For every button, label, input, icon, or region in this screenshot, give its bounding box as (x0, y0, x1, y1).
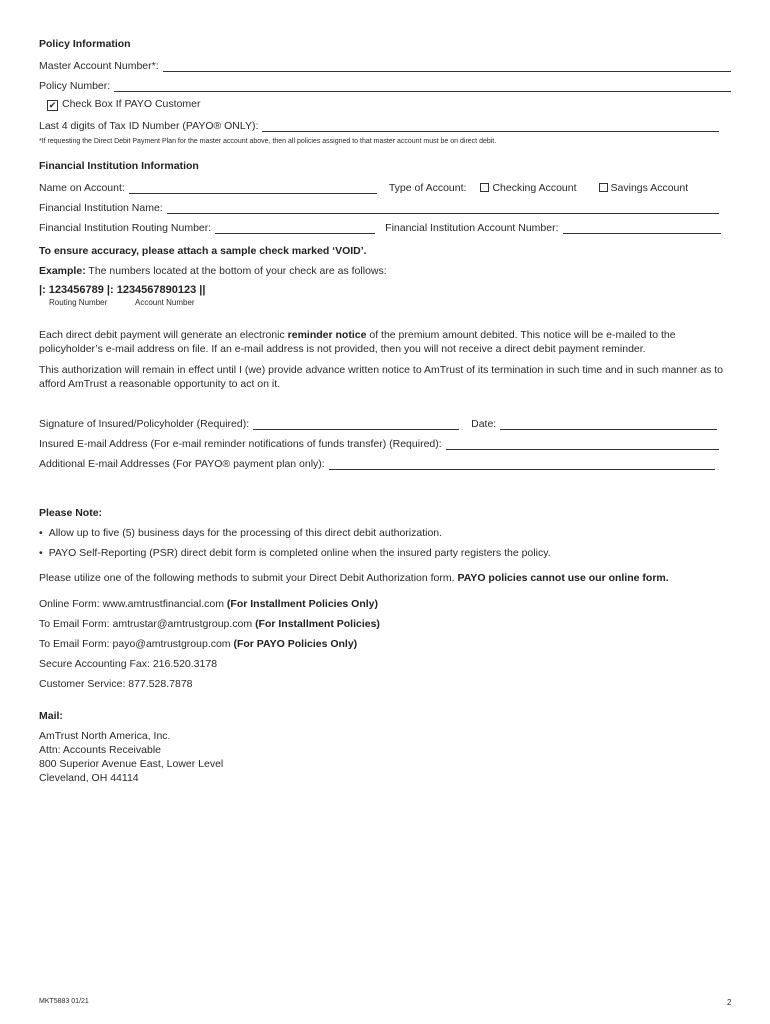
example-text: The numbers located at the bottom of your check are as follows: (88, 265, 387, 277)
additional-email-row (39, 456, 731, 470)
institution-name-row (39, 200, 731, 214)
check-captions (39, 298, 731, 312)
tax-id-row (39, 118, 731, 132)
reminder-text-after: of the premium amount debited. This notice will be e-mailed to the policyholder’s e-mail address on file. If an e-mail address is not provided, then you will not receive a direct debit payment reminder. (39, 329, 676, 355)
footer-code: MKT5883 01/21 (39, 998, 89, 1005)
checking-label: Checking Account (492, 182, 577, 194)
contact-note: (For Installment Policies Only) (226, 598, 379, 610)
date-field[interactable] (500, 419, 717, 430)
institution-name-field[interactable] (167, 203, 719, 214)
email-label: Insured E-mail Address (For e-mail reminder notifications of funds transfer) (Required): (39, 438, 442, 450)
contact-online-form (39, 598, 731, 612)
savings-label: Savings Account (610, 182, 689, 194)
routing-field[interactable] (215, 223, 375, 234)
note-bullet-text: PAYO Self-Reporting (PSR) direct debit form is completed online when the insured party registers the policy. (48, 547, 551, 559)
policy-heading: Policy Information (39, 38, 131, 50)
reminder-paragraph (39, 328, 731, 356)
date-label: Date: (471, 418, 497, 430)
routing-label: Financial Institution Routing Number: (39, 222, 212, 234)
payo-checkbox-row (47, 98, 739, 112)
contact-text: Secure Accounting Fax: 216.520.3178 (39, 658, 218, 670)
contact-fax (39, 658, 731, 672)
example-label: Example: (39, 265, 86, 277)
policy-footnote: *If requesting the Direct Debit Payment Plan for the master account above, then all policies assigned to that master account must be on direct debit. (39, 138, 497, 145)
contact-text[interactable]: Online Form: www.amtrustfinancial.com (39, 598, 224, 610)
tax-id-label: Last 4 digits of Tax ID Number (PAYO® ONLY): (39, 120, 259, 132)
payo-checkbox-label: Check Box If PAYO Customer (62, 98, 201, 110)
name-on-account-row (39, 180, 731, 194)
account-number-label: Financial Institution Account Number: (385, 222, 559, 234)
type-of-account-label: Type of Account: (388, 182, 467, 194)
authorization-paragraph: This authorization will remain in effect until I (we) provide advance written notice to AmTrust of its termination in such time and in such manner as to afford AmTrust a reasonable opportunity to act on it. (39, 364, 723, 390)
routing-account-row (39, 220, 731, 234)
reminder-text-before: Each direct debit payment will generate an electronic (39, 329, 285, 341)
policy-number-row (39, 78, 731, 92)
accuracy-heading: To ensure accuracy, please attach a sample check marked ‘VOID’. (39, 245, 367, 257)
tax-id-field[interactable] (262, 121, 719, 132)
signature-row (39, 416, 731, 430)
master-account-label: Master Account Number*: (39, 60, 159, 72)
financial-heading: Financial Institution Information (39, 160, 199, 172)
mail-line-1: AmTrust North America, Inc. (39, 730, 171, 742)
name-on-account-field[interactable] (129, 183, 377, 194)
policy-number-label: Policy Number: (39, 80, 111, 92)
note-heading: Please Note: (39, 507, 103, 519)
page-number: 2 (727, 998, 732, 1007)
policy-number-field[interactable] (114, 81, 731, 92)
contact-text: Customer Service: 877.528.7878 (39, 678, 193, 690)
mail-heading: Mail: (39, 710, 63, 722)
signature-label: Signature of Insured/Policyholder (Required): (39, 418, 250, 430)
mail-line-3: 800 Superior Avenue East, Lower Level (39, 758, 224, 770)
master-account-row (39, 58, 731, 72)
check-numbers: |: 123456789 |: 1234567890123 || (39, 284, 206, 296)
institution-name-label: Financial Institution Name: (39, 202, 163, 214)
account-caption: Account Number (135, 298, 195, 307)
contact-email-installment (39, 618, 731, 632)
contact-email-payo (39, 638, 731, 652)
contact-note: (For Installment Policies) (255, 618, 380, 630)
contact-note: (For PAYO Policies Only) (233, 638, 358, 650)
savings-checkbox[interactable] (599, 183, 608, 192)
note-bullet-1: • Allow up to five (5) business days for the processing of this direct debit authorization. (39, 527, 443, 539)
note-bullet-text: Allow up to five (5) business days for the processing of this direct debit authorization. (48, 527, 443, 539)
email-row (39, 436, 731, 450)
methods-text: Please utilize one of the following methods to submit your Direct Debit Authorization form. (39, 572, 455, 584)
checking-checkbox[interactable] (480, 183, 489, 192)
reminder-bold: reminder notice (287, 329, 367, 341)
methods-row (39, 572, 731, 586)
payo-checkbox[interactable]: ✔ (48, 100, 57, 110)
account-number-field[interactable] (563, 223, 721, 234)
name-on-account-label: Name on Account: (39, 182, 125, 194)
signature-field[interactable] (253, 419, 459, 430)
note-bullet-2: • PAYO Self-Reporting (PSR) direct debit form is completed online when the insured party registers the policy. (39, 547, 551, 559)
methods-bold: PAYO policies cannot use our online form. (457, 572, 669, 584)
routing-caption: Routing Number (49, 298, 108, 307)
mail-line-2: Attn: Accounts Receivable (39, 744, 161, 756)
example-row (39, 265, 731, 279)
email-field[interactable] (446, 439, 719, 450)
contact-customer-service (39, 678, 731, 692)
contact-text[interactable]: To Email Form: amtrustar@amtrustgroup.com (39, 618, 253, 630)
additional-email-label: Additional E-mail Addresses (For PAYO® payment plan only): (39, 458, 325, 470)
additional-email-field[interactable] (329, 459, 715, 470)
mail-line-4: Cleveland, OH 44114 (39, 772, 139, 784)
master-account-field[interactable] (163, 61, 731, 72)
contact-text[interactable]: To Email Form: payo@amtrustgroup.com (39, 638, 231, 650)
